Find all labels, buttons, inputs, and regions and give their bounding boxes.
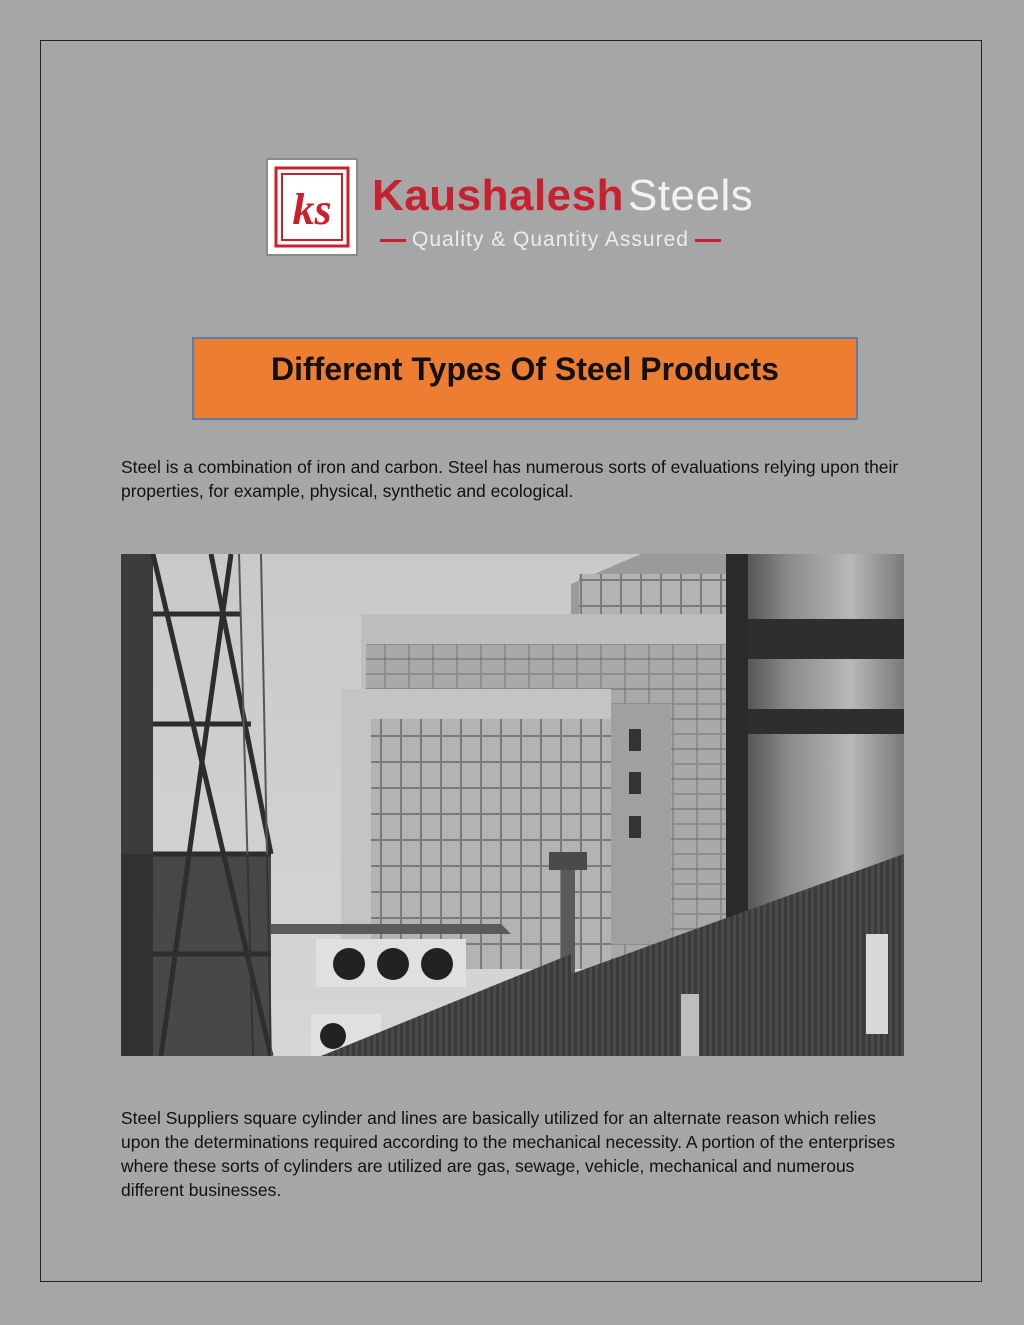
ks-monogram-icon xyxy=(266,158,358,256)
monogram-text: ks xyxy=(292,185,332,234)
industrial-photo xyxy=(121,554,904,1056)
company-name xyxy=(372,172,753,220)
company-name-secondary: Steels xyxy=(627,171,754,220)
title-banner xyxy=(192,337,858,420)
company-tagline-row xyxy=(374,228,727,252)
company-name-primary: Kaushalesh xyxy=(372,171,624,220)
intro-paragraph: Steel is a combination of iron and carbon. Steel has numerous sorts of evaluations relying upon their properties, for example, physical, synthetic and ecological. xyxy=(121,457,899,501)
tagline-dash-right xyxy=(695,239,721,242)
page-title: Different Types Of Steel Products xyxy=(271,351,779,387)
company-logo xyxy=(266,158,776,258)
company-tagline: Quality & Quantity Assured xyxy=(412,228,689,251)
body-paragraph: Steel Suppliers square cylinder and lines are basically utilized for an alternate reason which relies upon the determinations required according to the mechanical necessity. A portion of the enterprises where these sorts of cylinders are utilized are gas, sewage, vehicle, mechanical and numerous different businesses. xyxy=(121,1108,896,1200)
tagline-dash-left xyxy=(380,239,406,242)
